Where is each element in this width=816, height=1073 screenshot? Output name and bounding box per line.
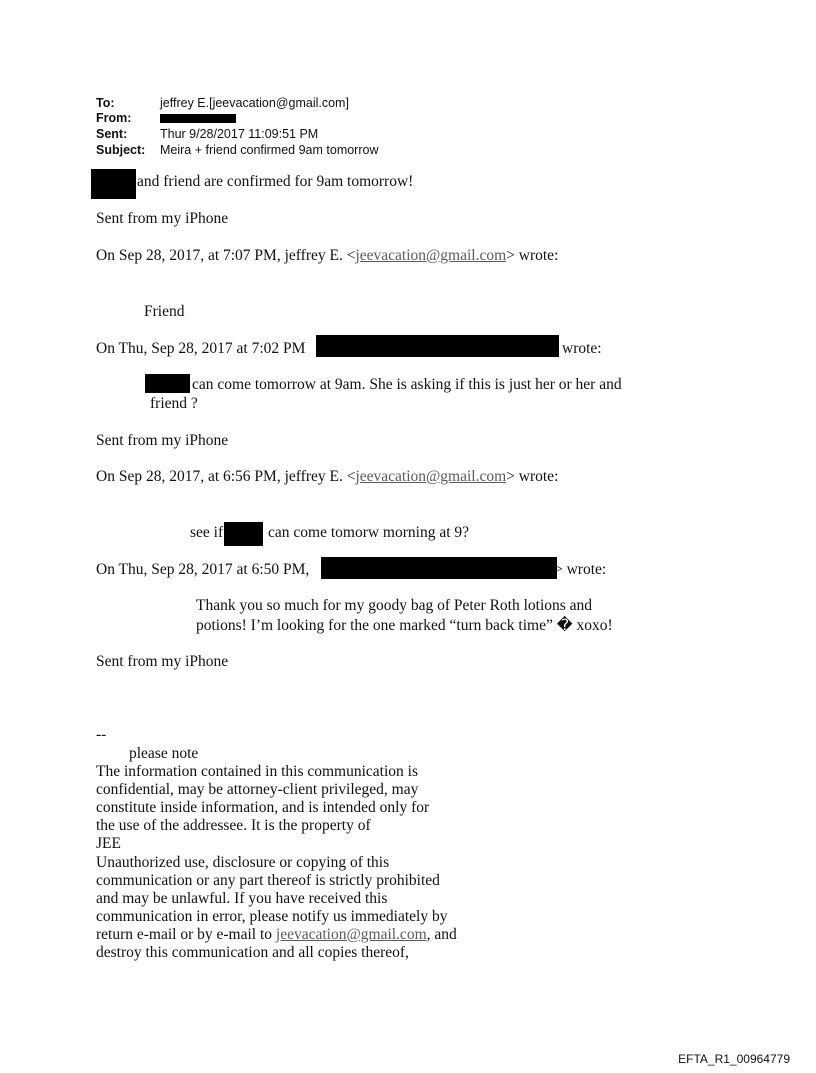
message-3-prefix: see if — [190, 524, 224, 541]
sent-from-iphone-2: Sent from my iPhone — [96, 432, 229, 449]
sent-label: Sent: — [96, 127, 128, 141]
sender-redaction-1 — [316, 335, 559, 357]
disclaimer-line: confidential, may be attorney-client privileged, may — [96, 781, 419, 798]
sender-redaction-2 — [321, 557, 557, 579]
to-value: jeffrey E.[jeevacation@gmail.com] — [160, 96, 349, 110]
disclaimer-return-line — [96, 926, 457, 944]
sent-value: Thur 9/28/2017 11:09:51 PM — [160, 127, 319, 141]
quote-header-1-prefix: On Sep 28, 2017, at 7:07 PM, jeffrey E. < — [96, 247, 356, 264]
signature-dashes: -- — [96, 726, 107, 743]
return-prefix: return e-mail or by e-mail to — [96, 926, 276, 943]
message-2-line-2: friend ? — [150, 395, 198, 412]
message-4-line-2: potions! I’m looking for the one marked “turn back time” � xoxo! — [196, 617, 613, 634]
disclaimer-line: The information contained in this communication is — [96, 763, 418, 780]
disclaimer-line: constitute inside information, and is intended only for — [96, 799, 430, 816]
email-link-3[interactable]: jeevacation@gmail.com — [275, 926, 427, 943]
friend-text: Friend — [144, 303, 185, 320]
quote-header-4-suffix: > wrote: — [554, 561, 607, 578]
disclaimer-line: communication in error, please notify us immediately by — [96, 908, 448, 925]
message-4-line-1: Thank you so much for my goody bag of Peter Roth lotions and — [196, 597, 593, 614]
quote-header-1-suffix: > wrote: — [506, 247, 559, 264]
disclaimer-line: Unauthorized use, disclosure or copying of this — [96, 854, 390, 871]
message-2-line-1: can come tomorrow at 9am. She is asking if this is just her or her and — [192, 376, 622, 393]
to-label: To: — [96, 96, 115, 110]
email-link-1[interactable]: jeevacation@gmail.com — [355, 247, 507, 264]
document-id: EFTA_R1_00964779 — [678, 1052, 790, 1066]
quote-header-3-suffix: > wrote: — [506, 468, 559, 485]
return-suffix: , and — [426, 926, 457, 943]
name-redaction — [91, 169, 136, 199]
sent-from-iphone-1: Sent from my iPhone — [96, 210, 229, 227]
sent-from-iphone-3: Sent from my iPhone — [96, 653, 229, 670]
quote-header-3 — [96, 468, 558, 486]
subject-value: Meira + friend confirmed 9am tomorrow — [160, 143, 379, 157]
from-redaction — [160, 114, 236, 123]
quote-header-1 — [96, 247, 558, 265]
name-redaction-2 — [145, 374, 190, 393]
quote-header-4-prefix: On Thu, Sep 28, 2017 at 6:50 PM, — [96, 561, 310, 578]
confirmation-line: and friend are confirmed for 9am tomorrow! — [137, 173, 414, 190]
disclaimer-line: the use of the addressee. It is the property of — [96, 817, 371, 834]
message-3-suffix: can come tomorw morning at 9? — [268, 524, 470, 541]
quote-header-2-suffix: wrote: — [562, 340, 602, 357]
disclaimer-line: and may be unlawful. If you have received this — [96, 890, 388, 907]
email-link-2[interactable]: jeevacation@gmail.com — [355, 468, 507, 485]
from-label: From: — [96, 111, 132, 125]
subject-label: Subject: — [96, 143, 146, 157]
name-redaction-3 — [224, 522, 263, 546]
quote-header-3-prefix: On Sep 28, 2017, at 6:56 PM, jeffrey E. < — [96, 468, 356, 485]
disclaimer-line: communication or any part thereof is strictly prohibited — [96, 872, 440, 889]
disclaimer-last-line: destroy this communication and all copies thereof, — [96, 944, 409, 961]
disclaimer-line: JEE — [96, 835, 121, 852]
quote-header-2-prefix: On Thu, Sep 28, 2017 at 7:02 PM — [96, 340, 306, 357]
please-note: please note — [129, 745, 199, 762]
